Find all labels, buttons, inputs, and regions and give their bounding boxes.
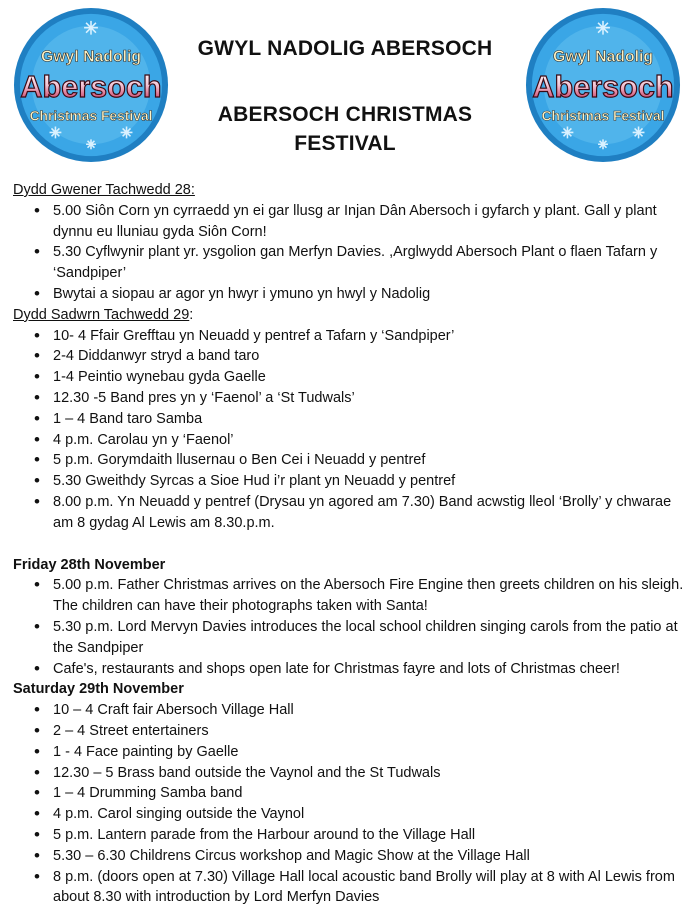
event-list-saturday-english [13, 700, 693, 908]
list-item: • 10- 4 Ffair Grefftau yn Neuadd y pentref a Tafarn y ‘Sandpiper’ [13, 326, 693, 347]
list-item: • 5.30 – 6.30 Childrens Circus workshop and Magic Show at the Village Hall [13, 846, 693, 867]
list-item: • 1-4 Peintio wynebau gyda Gaelle [13, 367, 693, 388]
event-list-saturday-welsh [13, 326, 693, 534]
list-item: • Bwytai a siopau ar agor yn hwyr i ymuno yn hwyl y Nadolig [13, 284, 693, 305]
list-item: • 5 p.m. Lantern parade from the Harbour around to the Village Hall [13, 825, 693, 846]
event-list-friday-welsh [13, 201, 693, 305]
list-item: • 2 – 4 Street entertainers [13, 721, 693, 742]
section-heading-friday-english: Friday 28th November [13, 556, 166, 573]
list-item: • Cafe's, restaurants and shops open late for Christmas fayre and lots of Christmas cheer! [13, 659, 693, 680]
list-item: • 5.30 p.m. Lord Mervyn Davies introduces the local school children singing carols from the patio at the Sandpiper [13, 617, 693, 659]
list-item: • 5 p.m. Gorymdaith llusernau o Ben Cei i Neuadd y pentref [13, 450, 693, 471]
spacer [13, 534, 693, 555]
schedule-content [13, 180, 693, 908]
list-item: • 2-4 Diddanwyr stryd a band taro [13, 346, 693, 367]
list-item: • 1 – 4 Band taro Samba [13, 409, 693, 430]
list-item: • 12.30 -5 Band pres yn y ‘Faenol’ a ‘St Tudwals’ [13, 388, 693, 409]
festival-logo-right [524, 6, 682, 164]
section-heading-saturday-welsh [13, 305, 693, 326]
logo-line3: Christmas Festival [541, 107, 665, 124]
logo-line1: Gwyl Nadolig [40, 48, 142, 66]
list-item: • 8 p.m. (doors open at 7.30) Village Hall local acoustic band Brolly will play at 8 with Al Lewis from about 8.30 with introduction by Lord Merfyn Davies [13, 867, 693, 909]
heading-suffix: : [189, 306, 194, 323]
logo-line1: Gwyl Nadolig [552, 48, 654, 66]
logo-line2: Abersoch [20, 69, 162, 104]
list-item: • 1 - 4 Face painting by Gaelle [13, 742, 693, 763]
logo-line3: Christmas Festival [29, 107, 153, 124]
event-list-friday-english [13, 575, 693, 679]
section-heading-saturday-welsh-text: Dydd Sadwrn Tachwedd 29 [13, 306, 190, 323]
list-item: • 1 – 4 Drumming Samba band [13, 783, 693, 804]
title-welsh: GWYL NADOLIG ABERSOCH [197, 37, 493, 60]
title-english-line2: FESTIVAL [294, 132, 396, 155]
section-heading-saturday-english: Saturday 29th November [13, 681, 184, 698]
list-item: • 10 – 4 Craft fair Abersoch Village Hall [13, 700, 693, 721]
list-item: • 12.30 – 5 Brass band outside the Vaynol and the St Tudwals [13, 763, 693, 784]
logo-line2: Abersoch [532, 69, 674, 104]
list-item: • 5.30 Gweithdy Syrcas a Sioe Hud i’r plant yn Neuadd y pentref [13, 471, 693, 492]
title-english-line1: ABERSOCH CHRISTMAS [217, 103, 473, 126]
festival-logo-left [12, 6, 170, 164]
list-item: • 4 p.m. Carolau yn y ‘Faenol’ [13, 430, 693, 451]
list-item: • 4 p.m. Carol singing outside the Vaynol [13, 804, 693, 825]
section-heading-friday-welsh: Dydd Gwener Tachwedd 28: [13, 182, 195, 198]
list-item: • 8.00 p.m. Yn Neuadd y pentref (Drysau yn agored am 7.30) Band acwstig lleol ‘Brolly’ y chwarae am 8 gydag Al Lewis am 8.30.p.m. [13, 492, 693, 534]
title-english [170, 100, 520, 158]
list-item: • 5.30 Cyflwynir plant yr. ysgolion gan Merfyn Davies. ,Arglwydd Abersoch Plant o flaen Tafarn y ‘Sandpiper’ [13, 242, 693, 284]
list-item: • 5.00 Siôn Corn yn cyrraedd yn ei gar llusg ar Injan Dân Abersoch i gyfarch y plant. Gall y plant dynnu eu lluniau gyda Siôn Corn! [13, 201, 693, 243]
list-item: • 5.00 p.m. Father Christmas arrives on the Abersoch Fire Engine then greets children on his sleigh. The children can have their photographs taken with Santa! [13, 575, 693, 617]
